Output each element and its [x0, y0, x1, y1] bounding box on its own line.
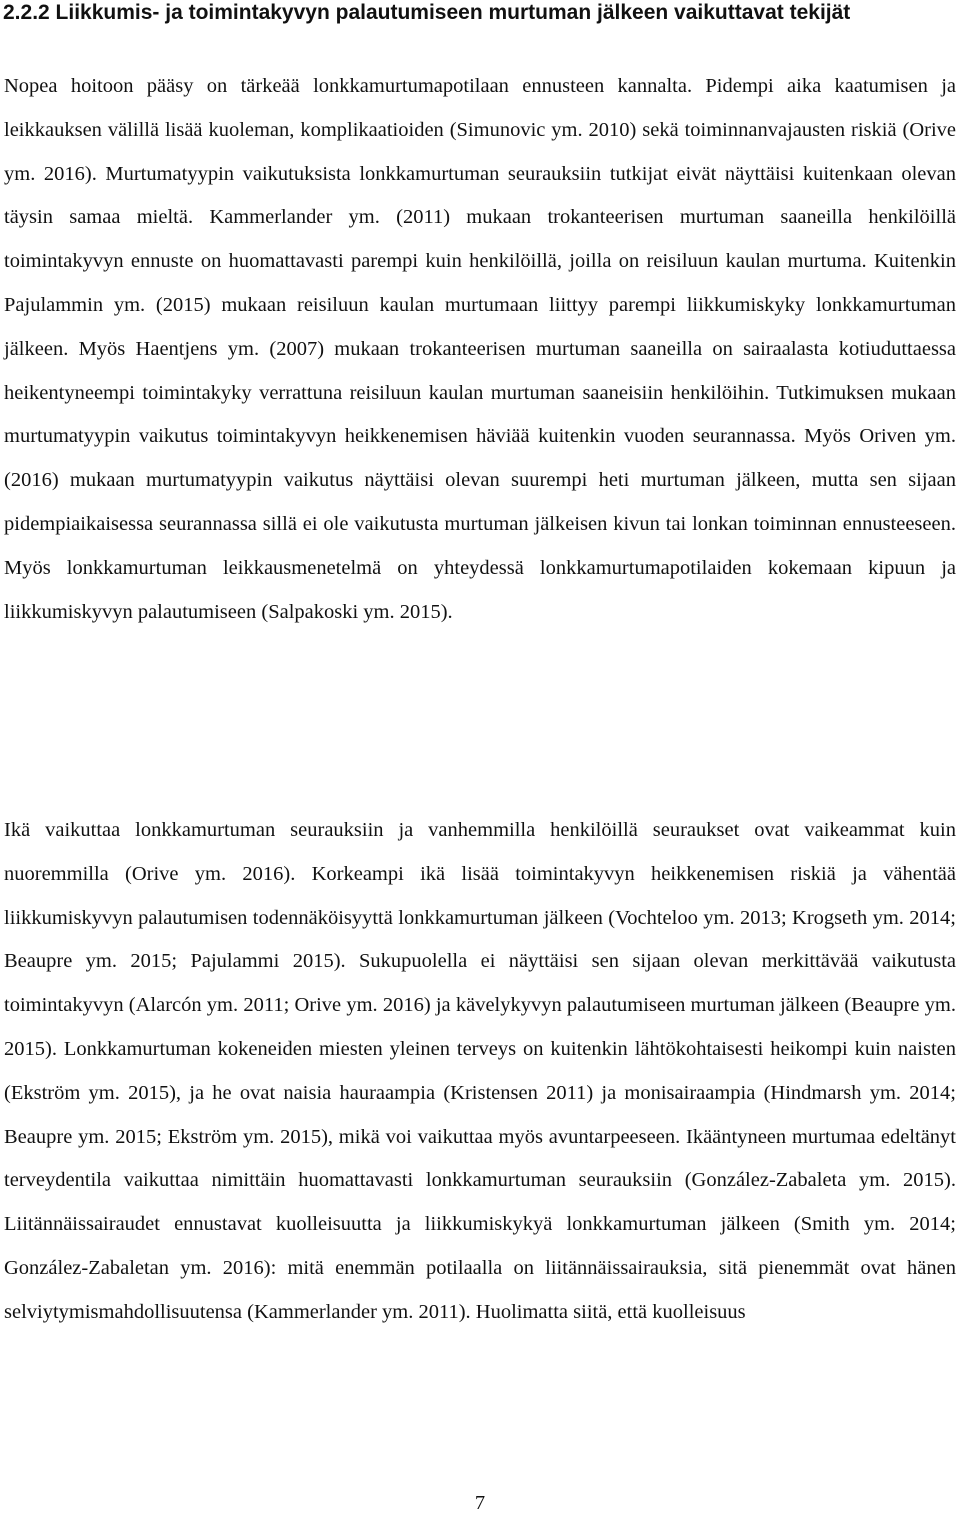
- paragraph-age-and-health: Ikä vaikuttaa lonkkamurtuman seurauksiin ja vanhemmilla henkilöillä seuraukset ovat vaikeammat kuin nuoremmilla (Orive ym. 2016). Korkeampi ikä lisää toimintakyvyn heikkenemisen riskiä ja vähentää liikkumiskyvyn palautumisen todennäköisyyttä lonkkamurtuman jälkeen (Vochteloo ym. 2013; Krogseth ym. 2014; Beaupre ym. 2015; Pajulammi 2015). Sukupuolella ei näyttäisi sen sijaan olevan merkittävää vaikutusta toimintakyvyn (Alarcón ym. 2011; Orive ym. 2016) ja kävelykyvyn palautumiseen murtuman jälkeen (Beaupre ym. 2015). Lonkkamurtuman kokeneiden miesten yleinen terveys on kuitenkin lähtökohtaisesti heikompi kuin naisten (Ekström ym. 2015), ja he ovat naisia hauraampia (Kristensen 2011) ja monisairaampia (Hindmarsh ym. 2014; Beaupre ym. 2015; Ekström ym. 2015), mikä voi vaikuttaa myös avuntarpeeseen. Ikääntyneen murtumaa edeltänyt terveydentila vaikuttaa nimittäin huomattavasti lonkkamurtuman seurauksiin (González-Zabaleta ym. 2015). Liitännäissairaudet ennustavat kuolleisuutta ja liikkumiskykyä lonkkamurtuman jälkeen (Smith ym. 2014; González-Zabaletan ym. 2016): mitä enemmän potilaalla on liitännäissairauksia, sitä pienemmät ovat hänen selviytymismahdollisuutensa (Kammerlander ym. 2011). Huolimatta siitä, että kuolleisuus: [4, 819, 956, 1323]
- paragraph-fracture-type: Nopea hoitoon pääsy on tärkeää lonkkamurtumapotilaan ennusteen kannalta. Pidempi aika kaatumisen ja leikkauksen välillä lisää kuoleman, komplikaatioiden (Simunovic ym. 2010) sekä toiminnanvajausten riskiä (Orive ym. 2016). Murtumatyypin vaikutuksista lonkkamurtuman seurauksiin tutkijat eivät näyttäisi kuitenkaan olevan täysin samaa mieltä. Kammerlander ym. (2011) mukaan trokanteerisen murtuman saaneilla henkilöillä toimintakyvyn ennuste on huomattavasti parempi kuin henkilöillä, joilla on reisiluun kaulan murtuma. Kuitenkin Pajulammin ym. (2015) mukaan reisiluun kaulan murtumaan liittyy parempi liikkumiskyky lonkkamurtuman jälkeen. Myös Haentjens ym. (2007) mukaan trokanteerisen murtuman saaneilla on sairaalasta kotiuduttaessa heikentyneempi toimintakyky verrattuna reisiluun kaulan murtuman saaneisiin henkilöihin. Tutkimuksen mukaan murtumatyypin vaikutus toimintakyvyn heikkenemisen häviää kuitenkin vuoden seurannassa. Myös Oriven ym. (2016) mukaan murtumatyypin vaikutus näyttäisi olevan suurempi heti murtuman jälkeen, mutta sen sijaan pidempiaikaisessa seurannassa sillä ei ole vaikutusta murtuman jälkeisen kivun tai lonkan toiminnan ennusteeseen. Myös lonkkamurtuman leikkausmenetelmä on yhteydessä lonkkamurtumapotilaiden kokemaan kipuun ja liikkumiskyvyn palautumiseen (Salpakoski ym. 2015).: [4, 75, 956, 623]
- page-number: 7: [474, 1492, 486, 1514]
- section-heading: 2.2.2 Liikkumis- ja toimintakyvyn palautumiseen murtuman jälkeen vaikuttavat tekijät: [3, 1, 851, 24]
